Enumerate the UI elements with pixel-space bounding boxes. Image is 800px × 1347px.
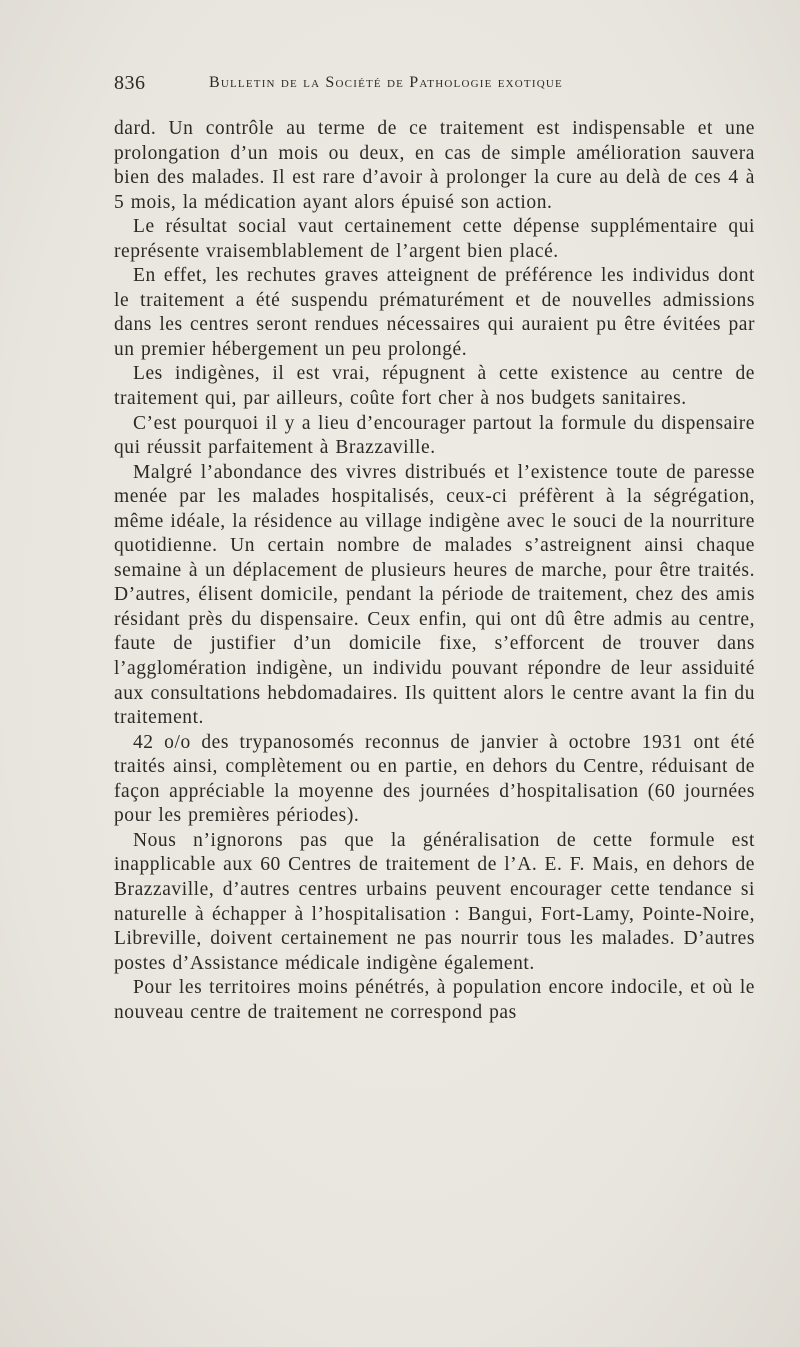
paragraph-7: 42 o/o des trypanosomés reconnus de janvier à octobre 1931 ont été traités ainsi, complètement ou en partie, en dehors du Centre, réduisant de façon appréciable la moyenne des journées d’hospitalisation (60 journées pour les premières périodes). bbox=[114, 731, 755, 827]
page-header bbox=[114, 72, 754, 98]
paragraph-9: Pour les territoires moins pénétrés, à population encore indocile, et où le nouveau centre de traitement ne correspond pas bbox=[114, 977, 755, 1023]
page-number: 836 bbox=[114, 72, 146, 94]
paragraph-4: Les indigènes, il est vrai, répugnent à cette existence au centre de traitement qui, par ailleurs, coûte fort cher à nos budgets sanitaires. bbox=[114, 363, 755, 410]
paragraph-2: Le résultat social vaut certainement cette dépense supplémentaire qui représente vraisemblablement de l’argent bien placé. bbox=[114, 216, 755, 262]
paragraph-8: Nous n’ignorons pas que la généralisation de cette formule est inapplicable aux 60 Centres de traitement de l’A. E. F. Mais, en dehors de Brazzaville, d’autres centres urbains peuvent encourager cette tendance si naturelle à échapper à l’hospitalisation : Bangui, Fort-Lamy, Pointe-Noire, Libreville, doivent certainement ne pas nourrir tous les malades. D’autres postes d’Assistance médicale indigène également. bbox=[114, 829, 755, 974]
paragraph-6: Malgré l’abondance des vivres distribués et l’existence toute de paresse menée par les malades hospitalisés, ceux-ci préfèrent à la ségrégation, même idéale, la résidence au village indigène avec le souci de la nourriture quotidienne. Un certain nombre de malades s’astreignent ainsi chaque semaine à un déplacement de plusieurs heures de marche, pour être traités. D’autres, élisent domicile, pendant la période de traitement, chez des amis résidant près du dispensaire. Ceux enfin, qui ont dû être admis au centre, faute de justifier d’un domicile fixe, s’efforcent de trouver dans l’agglomération indigène, un individu pouvant répondre de leur assiduité aux consultations hebdomadaires. Ils quittent alors le centre avant la fin du traitement. bbox=[114, 461, 755, 729]
paragraph-3: En effet, les rechutes graves atteignent de préférence les individus dont le traitement a été suspendu prématurément et de nouvelles admissions dans les centres seront rendues nécessaires qui auraient pu être évitées par un premier hébergement un peu prolongé. bbox=[114, 265, 755, 360]
body-text bbox=[114, 117, 755, 1025]
paragraph-1: dard. Un contrôle au terme de ce traitement est indispensable et une prolongation d’un mois ou deux, en cas de simple amélioration sauvera bien des malades. Il est rare d’avoir à prolonger la cure au delà de ces 4 à 5 mois, la médication ayant alors épuisé son action. bbox=[114, 118, 755, 213]
paragraph-5: C’est pourquoi il y a lieu d’encourager partout la formule du dispensaire qui réussit parfaitement à Brazzaville. bbox=[114, 412, 755, 459]
running-title: Bulletin de la Société de Pathologie exotique bbox=[209, 74, 563, 91]
